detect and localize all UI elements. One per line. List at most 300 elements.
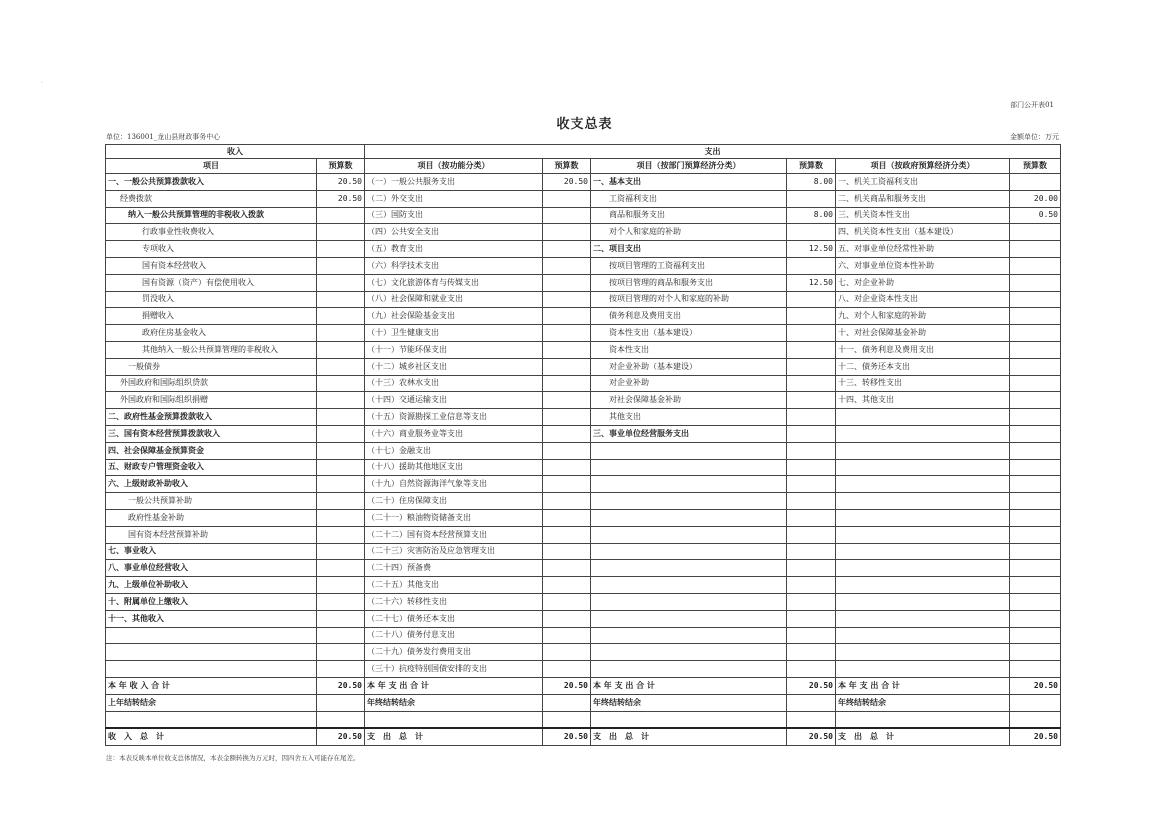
item-cell (591, 560, 787, 577)
budget-value-cell (543, 627, 591, 644)
item-cell: （二十八）债务付息支出 (365, 627, 543, 644)
budget-value-cell (317, 442, 365, 459)
item-cell (106, 661, 317, 678)
footnote: 注：本表反映本单位收支总体情况，本表金额转换为万元时，因四舍五入可能存在尾差。 (106, 754, 360, 762)
table-row (106, 224, 1061, 241)
table-row (106, 425, 1061, 442)
budget-value-cell: 8.00 (787, 207, 836, 224)
budget-value-cell (787, 493, 836, 510)
table-row (106, 257, 1061, 274)
budget-value-cell (543, 358, 591, 375)
budget-value-cell (1010, 174, 1061, 191)
budget-value-cell (317, 661, 365, 678)
budget-value-cell (1010, 593, 1061, 610)
total-label-cell (106, 711, 317, 728)
budget-value-cell (787, 425, 836, 442)
total-value-cell: 20.50 (543, 728, 591, 746)
item-cell (836, 627, 1010, 644)
budget-value-cell (543, 459, 591, 476)
item-cell (591, 610, 787, 627)
total-value-cell: 20.50 (1010, 728, 1061, 746)
item-cell: （二十九）债务发行费用支出 (365, 644, 543, 661)
item-cell: 资本性支出 (591, 341, 787, 358)
item-cell (106, 644, 317, 661)
budget-value-cell (1010, 543, 1061, 560)
table-row (106, 509, 1061, 526)
expense-header: 支出 (365, 145, 1061, 159)
budget-value-cell (543, 341, 591, 358)
budget-value-cell (1010, 241, 1061, 258)
page-title: 收支总表 (556, 117, 613, 132)
table-row (106, 325, 1061, 342)
item-cell: 五、财政专户管理资金收入 (106, 459, 317, 476)
item-cell: 六、对事业单位资本性补助 (836, 257, 1010, 274)
budget-value-cell (1010, 627, 1061, 644)
item-cell: 八、对企业资本性支出 (836, 291, 1010, 308)
item-cell: 按项目管理的商品和服务支出 (591, 274, 787, 291)
item-cell: 十一、其他收入 (106, 610, 317, 627)
item-cell: 四、社会保障基金预算资金 (106, 442, 317, 459)
budget-value-cell (317, 409, 365, 426)
budget-value-cell (787, 644, 836, 661)
item-cell: 对企业补助（基本建设） (591, 358, 787, 375)
item-cell (836, 644, 1010, 661)
item-cell (591, 442, 787, 459)
item-cell (836, 425, 1010, 442)
col-item: 项目 (106, 159, 317, 174)
item-cell: （二十四）预备费 (365, 560, 543, 577)
budget-value-cell (543, 291, 591, 308)
item-cell: 按项目管理的工资福利支出 (591, 257, 787, 274)
budget-value-cell (1010, 341, 1061, 358)
total-value-cell: 20.50 (787, 728, 836, 746)
budget-value-cell (317, 207, 365, 224)
item-cell (591, 577, 787, 594)
budget-value-cell (787, 358, 836, 375)
item-cell: 三、事业单位经营服务支出 (591, 425, 787, 442)
item-cell: 七、对企业补助 (836, 274, 1010, 291)
table-row (106, 577, 1061, 594)
item-cell: （八）社会保障和就业支出 (365, 291, 543, 308)
item-cell (591, 644, 787, 661)
item-cell: 四、机关资本性支出（基本建设） (836, 224, 1010, 241)
item-cell: （二十）住房保障支出 (365, 493, 543, 510)
total-label-cell: 本 年 支 出 合 计 (591, 677, 787, 694)
table-row (106, 308, 1061, 325)
total-label-cell: 年终结转结余 (836, 694, 1010, 711)
budget-value-cell (543, 274, 591, 291)
budget-value-cell (787, 627, 836, 644)
budget-value-cell (543, 577, 591, 594)
item-cell: 八、事业单位经营收入 (106, 560, 317, 577)
total-value-cell (317, 694, 365, 711)
budget-value-cell (1010, 610, 1061, 627)
budget-value-cell (1010, 375, 1061, 392)
item-cell: （一）一般公共服务支出 (365, 174, 543, 191)
budget-value-cell (317, 509, 365, 526)
total-value-cell (1010, 694, 1061, 711)
item-cell: 对社会保障基金补助 (591, 392, 787, 409)
budget-value-cell (543, 476, 591, 493)
item-cell (836, 560, 1010, 577)
item-cell (836, 442, 1010, 459)
income-header: 收入 (106, 145, 365, 159)
item-cell: 对企业补助 (591, 375, 787, 392)
item-cell (591, 509, 787, 526)
budget-value-cell (787, 341, 836, 358)
item-cell: 一、基本支出 (591, 174, 787, 191)
budget-value-cell (1010, 577, 1061, 594)
budget-value-cell (787, 375, 836, 392)
budget-value-cell (317, 593, 365, 610)
table-row (106, 409, 1061, 426)
col-budget: 预算数 (1010, 159, 1061, 174)
amount-unit-label: 金额单位：万元 (1010, 133, 1059, 141)
totals-row (106, 694, 1061, 711)
item-cell (836, 543, 1010, 560)
table-row (106, 442, 1061, 459)
total-value-cell: 20.50 (787, 677, 836, 694)
table-row (106, 207, 1061, 224)
budget-value-cell (1010, 274, 1061, 291)
budget-value-cell (787, 291, 836, 308)
item-cell: 九、对个人和家庭的补助 (836, 308, 1010, 325)
item-cell: 十四、其他支出 (836, 392, 1010, 409)
total-value-cell (543, 711, 591, 728)
item-cell: 其他纳入一般公共预算管理的非税收入 (106, 341, 317, 358)
item-cell (836, 409, 1010, 426)
budget-value-cell (317, 459, 365, 476)
table-row (106, 476, 1061, 493)
item-cell: 十三、转移性支出 (836, 375, 1010, 392)
table-row (106, 526, 1061, 543)
budget-value-cell (317, 224, 365, 241)
total-value-cell: 20.50 (543, 677, 591, 694)
budget-summary-table (105, 144, 1061, 746)
item-cell (591, 459, 787, 476)
budget-value-cell (787, 526, 836, 543)
item-cell (106, 627, 317, 644)
col-budget: 预算数 (317, 159, 365, 174)
item-cell: （十八）援助其他地区支出 (365, 459, 543, 476)
budget-value-cell (543, 644, 591, 661)
item-cell: 商品和服务支出 (591, 207, 787, 224)
item-cell: 六、上级财政补助收入 (106, 476, 317, 493)
col-budget: 预算数 (787, 159, 836, 174)
total-label-cell: 年终结转结余 (591, 694, 787, 711)
total-label-cell: 年终结转结余 (365, 694, 543, 711)
item-cell: （十二）城乡社区支出 (365, 358, 543, 375)
budget-value-cell (543, 610, 591, 627)
item-cell: 一、机关工资福利支出 (836, 174, 1010, 191)
table-row (106, 493, 1061, 510)
budget-value-cell (317, 425, 365, 442)
budget-value-cell (787, 442, 836, 459)
budget-value-cell (787, 661, 836, 678)
table-row (106, 543, 1061, 560)
item-cell (591, 661, 787, 678)
table-row (106, 291, 1061, 308)
budget-value-cell (317, 627, 365, 644)
budget-value-cell (1010, 224, 1061, 241)
budget-value-cell (317, 476, 365, 493)
budget-value-cell (1010, 560, 1061, 577)
item-cell: 三、国有资本经营预算拨款收入 (106, 425, 317, 442)
item-cell (591, 543, 787, 560)
total-label-cell (591, 711, 787, 728)
budget-value-cell (317, 257, 365, 274)
budget-value-cell (543, 224, 591, 241)
total-label-cell: 本 年 支 出 合 计 (365, 677, 543, 694)
item-cell: 九、上级单位补助收入 (106, 577, 317, 594)
item-cell (591, 593, 787, 610)
budget-value-cell (543, 375, 591, 392)
budget-value-cell (317, 241, 365, 258)
table-row (106, 560, 1061, 577)
item-cell: 三、机关资本性支出 (836, 207, 1010, 224)
budget-value-cell: 8.00 (787, 174, 836, 191)
item-cell: 二、项目支出 (591, 241, 787, 258)
total-label-cell: 本 年 支 出 合 计 (836, 677, 1010, 694)
item-cell: 五、对事业单位经常性补助 (836, 241, 1010, 258)
budget-value-cell (543, 190, 591, 207)
budget-value-cell: 12.50 (787, 241, 836, 258)
totals-row (106, 728, 1061, 746)
budget-value-cell (543, 425, 591, 442)
total-label-cell: 上年结转结余 (106, 694, 317, 711)
total-value-cell (317, 711, 365, 728)
budget-value-cell (787, 593, 836, 610)
table-row (106, 341, 1061, 358)
budget-value-cell (787, 190, 836, 207)
total-value-cell (1010, 711, 1061, 728)
item-cell: 其他支出 (591, 409, 787, 426)
budget-value-cell (1010, 358, 1061, 375)
total-value-cell (787, 711, 836, 728)
total-value-cell (543, 694, 591, 711)
table-row (106, 610, 1061, 627)
item-cell: 资本性支出（基本建设） (591, 325, 787, 342)
budget-value-cell (317, 291, 365, 308)
total-label-cell (836, 711, 1010, 728)
total-value-cell (787, 694, 836, 711)
budget-value-cell (787, 224, 836, 241)
budget-value-cell (1010, 392, 1061, 409)
budget-value-cell (1010, 509, 1061, 526)
budget-value-cell (543, 661, 591, 678)
budget-value-cell (787, 543, 836, 560)
item-cell (836, 509, 1010, 526)
item-cell: 按项目管理的对个人和家庭的补助 (591, 291, 787, 308)
budget-value-cell (543, 493, 591, 510)
item-cell: （十三）农林水支出 (365, 375, 543, 392)
budget-value-cell (317, 560, 365, 577)
budget-value-cell: 20.50 (317, 190, 365, 207)
item-cell: 十、附属单位上缴收入 (106, 593, 317, 610)
budget-value-cell (317, 392, 365, 409)
col-item-gov: 项目（按政府预算经济分类） (836, 159, 1010, 174)
item-cell: 专项收入 (106, 241, 317, 258)
budget-value-cell (1010, 459, 1061, 476)
table-row (106, 392, 1061, 409)
budget-value-cell (317, 358, 365, 375)
total-label-cell: 支 出 总 计 (591, 728, 787, 746)
item-cell: 外国政府和国际组织贷款 (106, 375, 317, 392)
item-cell: 国有资本经营收入 (106, 257, 317, 274)
budget-value-cell (543, 543, 591, 560)
budget-value-cell: 20.50 (543, 174, 591, 191)
budget-value-cell (1010, 442, 1061, 459)
item-cell: 一般债券 (106, 358, 317, 375)
budget-value-cell (317, 526, 365, 543)
table-row (106, 459, 1061, 476)
item-cell: 二、机关商品和服务支出 (836, 190, 1010, 207)
item-cell (836, 661, 1010, 678)
col-item-dept: 项目（按部门预算经济分类） (591, 159, 787, 174)
item-cell: 国有资源（资产）有偿使用收入 (106, 274, 317, 291)
col-budget: 预算数 (543, 159, 591, 174)
item-cell: 行政事业性收费收入 (106, 224, 317, 241)
budget-value-cell (1010, 409, 1061, 426)
total-label-cell: 收 入 总 计 (106, 728, 317, 746)
budget-value-cell (1010, 493, 1061, 510)
table-row (106, 358, 1061, 375)
budget-value-cell (317, 341, 365, 358)
budget-value-cell (787, 409, 836, 426)
budget-value-cell (543, 442, 591, 459)
budget-value-cell: 0.50 (1010, 207, 1061, 224)
item-cell (836, 577, 1010, 594)
item-cell: （二十一）粮油物资储备支出 (365, 509, 543, 526)
budget-value-cell (543, 241, 591, 258)
budget-value-cell (787, 610, 836, 627)
budget-value-cell (1010, 526, 1061, 543)
item-cell: 十、对社会保障基金补助 (836, 325, 1010, 342)
budget-value-cell (317, 644, 365, 661)
budget-value-cell: 20.00 (1010, 190, 1061, 207)
budget-value-cell (787, 577, 836, 594)
budget-value-cell (787, 257, 836, 274)
table-row (106, 644, 1061, 661)
budget-value-cell (1010, 291, 1061, 308)
item-cell: （十七）金融支出 (365, 442, 543, 459)
item-cell: （三）国防支出 (365, 207, 543, 224)
item-cell: 罚没收入 (106, 291, 317, 308)
budget-value-cell (787, 392, 836, 409)
table-row (106, 661, 1061, 678)
item-cell (836, 610, 1010, 627)
item-cell: 政府住房基金收入 (106, 325, 317, 342)
table-row (106, 274, 1061, 291)
table-row (106, 190, 1061, 207)
item-cell: （十六）商业服务业等支出 (365, 425, 543, 442)
corner-mark: · (41, 80, 43, 87)
total-value-cell: 20.50 (317, 677, 365, 694)
item-cell (591, 627, 787, 644)
budget-value-cell (543, 593, 591, 610)
item-cell: （十九）自然资源海洋气象等支出 (365, 476, 543, 493)
item-cell: （六）科学技术支出 (365, 257, 543, 274)
form-number: 部门公开表01 (1010, 101, 1054, 109)
total-label-cell: 支 出 总 计 (836, 728, 1010, 746)
table-row (106, 174, 1061, 191)
budget-value-cell (317, 325, 365, 342)
budget-value-cell (1010, 661, 1061, 678)
item-cell (591, 476, 787, 493)
total-value-cell: 20.50 (317, 728, 365, 746)
item-cell: 对个人和家庭的补助 (591, 224, 787, 241)
item-cell: 经费拨款 (106, 190, 317, 207)
item-cell: 纳入一般公共预算管理的非税收入拨款 (106, 207, 317, 224)
item-cell: 十二、债务还本支出 (836, 358, 1010, 375)
total-label-cell: 支 出 总 计 (365, 728, 543, 746)
budget-value-cell (1010, 644, 1061, 661)
item-cell: （十一）节能环保支出 (365, 341, 543, 358)
budget-value-cell (317, 308, 365, 325)
budget-value-cell (543, 509, 591, 526)
item-cell: （五）教育支出 (365, 241, 543, 258)
budget-value-cell (317, 375, 365, 392)
item-cell (836, 459, 1010, 476)
item-cell: 捐赠收入 (106, 308, 317, 325)
budget-value-cell (1010, 325, 1061, 342)
item-cell: 政府性基金补助 (106, 509, 317, 526)
item-cell: （二十七）债务还本支出 (365, 610, 543, 627)
table-row (106, 375, 1061, 392)
budget-value-cell: 12.50 (787, 274, 836, 291)
item-cell: （二）外交支出 (365, 190, 543, 207)
item-cell: 一般公共预算补助 (106, 493, 317, 510)
budget-value-cell (1010, 425, 1061, 442)
item-cell (836, 593, 1010, 610)
item-cell: （四）公共安全支出 (365, 224, 543, 241)
budget-value-cell (1010, 308, 1061, 325)
table-row (106, 593, 1061, 610)
budget-value-cell (543, 560, 591, 577)
totals-row (106, 711, 1061, 728)
budget-value-cell (317, 543, 365, 560)
budget-value-cell (787, 560, 836, 577)
item-cell: 工资福利支出 (591, 190, 787, 207)
table-row (106, 627, 1061, 644)
budget-value-cell (543, 392, 591, 409)
item-cell: （二十五）其他支出 (365, 577, 543, 594)
budget-value-cell (1010, 476, 1061, 493)
total-value-cell: 20.50 (1010, 677, 1061, 694)
budget-value-cell (317, 274, 365, 291)
item-cell: （二十六）转移性支出 (365, 593, 543, 610)
item-cell: （二十二）国有资本经营预算支出 (365, 526, 543, 543)
item-cell: 一、一般公共预算拨款收入 (106, 174, 317, 191)
item-cell: （十）卫生健康支出 (365, 325, 543, 342)
budget-value-cell (317, 577, 365, 594)
item-cell: （七）文化旅游体育与传媒支出 (365, 274, 543, 291)
item-cell: （十五）资源勘探工业信息等支出 (365, 409, 543, 426)
table-row (106, 241, 1061, 258)
item-cell (836, 526, 1010, 543)
budget-value-cell (787, 476, 836, 493)
item-cell: 二、政府性基金预算拨款收入 (106, 409, 317, 426)
budget-value-cell (317, 610, 365, 627)
item-cell: （十四）交通运输支出 (365, 392, 543, 409)
item-cell: （三十）抗疫特别国债安排的支出 (365, 661, 543, 678)
item-cell: 外国政府和国际组织捐赠 (106, 392, 317, 409)
item-cell: 国有资本经营预算补助 (106, 526, 317, 543)
total-label-cell (365, 711, 543, 728)
budget-value-cell (543, 526, 591, 543)
item-cell (591, 526, 787, 543)
budget-value-cell (787, 509, 836, 526)
